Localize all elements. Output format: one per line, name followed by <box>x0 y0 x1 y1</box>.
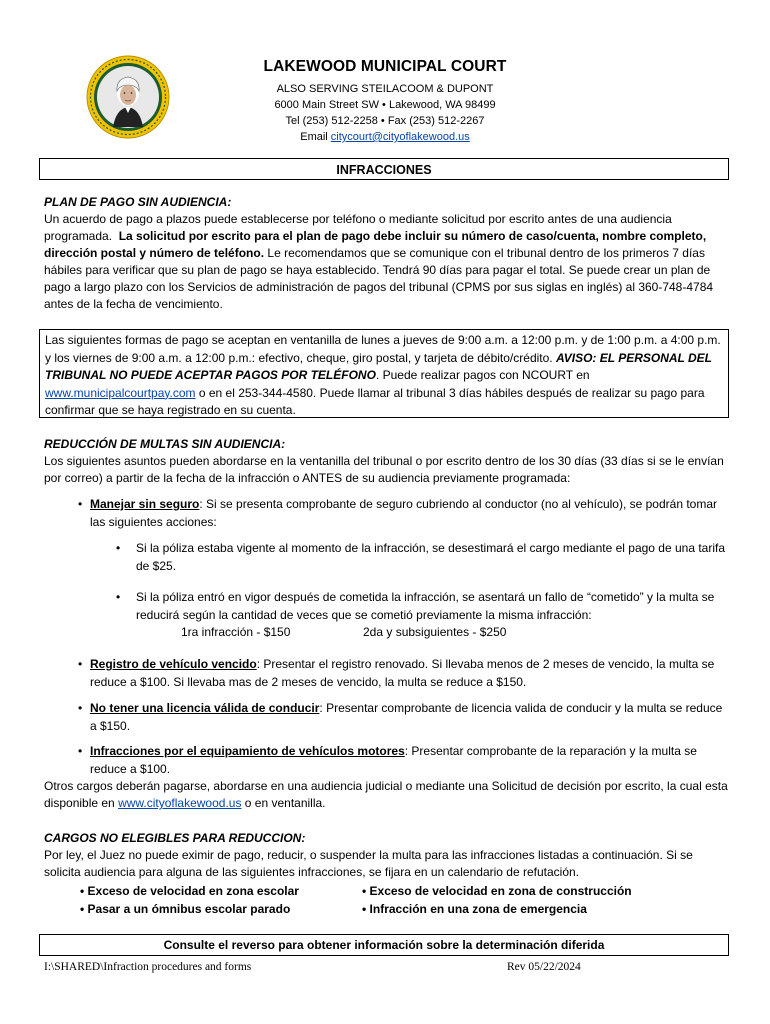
list-item-license <box>78 700 728 735</box>
license-text: : Presentar comprobante de licencia valida de conducir y la multa se reduce a $150. <box>90 701 723 733</box>
not-eligible-section <box>44 830 728 881</box>
not-eligible-item: • Pasar a un ómnibus escolar parado <box>80 902 291 916</box>
payment-methods-text: Las siguientes formas de pago se aceptan en ventanilla de lunes a jueves de 9:00 a.m. a 12:00 p.m. y de 1:00 p.m. a 4:00 p.m. y los viernes de 9:00 a.m. a 12:00 p.m.: efectivo, cheque, giro postal, y tarjeta de débito/crédito. <box>45 333 721 365</box>
payment-plan-bold: La solicitud por escrito para el plan de pago debe incluir su número de caso/cuenta, nombre completo, dirección postal y número de teléfono. <box>44 229 707 260</box>
washington-state-seal-icon <box>86 55 170 139</box>
policy-valid-text: Si la póliza estaba vigente al momento de la infracción, se desestimará el cargo mediante el pago de una tarifa de $25. <box>136 541 726 573</box>
not-eligible-heading: CARGOS NO ELEGIBLES PARA REDUCCION: <box>44 831 306 845</box>
bullet: • <box>78 701 83 715</box>
license-label: No tener una licencia válida de conducir <box>90 701 320 715</box>
ncourt-text: . Puede realizar pagos con NCOURT en <box>375 368 590 382</box>
other-charges-text2: o en ventanilla. <box>241 796 326 810</box>
payment-plan-text <box>44 211 728 313</box>
not-eligible-item: • Infracción en una zona de emergencia <box>362 902 587 916</box>
court-title: LAKEWOOD MUNICIPAL COURT <box>263 58 507 75</box>
bullet: • <box>116 541 121 555</box>
first-offense: 1ra infracción - $150 <box>181 625 291 639</box>
city-website-link[interactable]: www.cityoflakewood.us <box>118 796 242 810</box>
registration-label: Registro de vehículo vencido <box>90 657 257 671</box>
payment-plan-heading: PLAN DE PAGO SIN AUDIENCIA: <box>44 195 232 209</box>
insurance-label: Manejar sin seguro <box>90 497 200 511</box>
bullet: • <box>116 590 121 604</box>
court-address: 6000 Main Street SW • Lakewood, WA 98499 <box>274 99 496 111</box>
second-offense: 2da y subsiguientes - $250 <box>363 625 507 639</box>
payment-plan-text2: Le recomendamos que se comunique con el tribunal dentro de los primeros 7 días hábiles para verificar que su plan de pago se haya establecido. Tendrá 90 días para pagar el total. Se puede crear un plan de pago a largo plazo con los Servicios de administración de pagos del tribunal (CPMS por sus siglas en inglés) al 360-748-4784 antes de la fecha de vencimiento. <box>44 246 714 311</box>
section-title: INFRACCIONES <box>39 158 729 180</box>
equipment-text: : Presentar comprobante de la reparación y la multa se reduce a $100. <box>90 744 697 776</box>
email-label: Email <box>300 131 331 143</box>
payment-plan-section <box>44 194 728 313</box>
court-email-link[interactable]: citycourt@cityoflakewood.us <box>330 131 470 143</box>
other-charges-text: Otros cargos deberán pagarse, abordarse en una audiencia judicial o mediante una Solicitud de decisión por escrito, la cual esta disponible en <box>44 779 728 810</box>
revision-date: Rev 05/22/2024 <box>507 961 581 973</box>
bullet: • <box>78 657 83 671</box>
court-email-line <box>200 129 570 145</box>
bullet: • <box>78 497 83 511</box>
list-item-registration <box>78 656 728 691</box>
phone-payment-warning: AVISO: EL PERSONAL DEL TRIBUNAL NO PUEDE ACEPTAR PAGOS POR TELÉFONO <box>45 350 712 382</box>
sub-item-policy-after <box>116 589 728 624</box>
not-eligible-text: Por ley, el Juez no puede eximir de pago, reducir, o suspender la multa para las infracciones listadas a continuación. Si se solicita audiencia para alguna de las siguientes infracciones, se fijara en un calendario de refutación. <box>44 848 693 879</box>
deferred-finding-notice: Consulte el reverso para obtener información sobre la determinación diferida <box>39 934 729 956</box>
equipment-label: Infracciones por el equipamiento de vehículos motores <box>90 744 405 758</box>
registration-text: : Presentar el registro renovado. Si llevaba menos de 2 meses de vencido, la multa se reduce a $100. Si llevaba mas de 2 meses de vencido, la multa se reduce a $150. <box>90 657 715 689</box>
sub-item-policy-valid <box>116 540 728 575</box>
not-eligible-item: • Exceso de velocidad en zona escolar <box>80 884 299 898</box>
insurance-text: : Si se presenta comprobante de seguro cubriendo al conductor (no al vehículo), se podrán tomar las siguientes acciones: <box>90 497 718 529</box>
not-eligible-item: • Exceso de velocidad en zona de construcción <box>362 884 632 898</box>
also-serving: ALSO SERVING STEILACOOM & DUPONT <box>276 83 494 95</box>
list-item-insurance <box>78 496 728 531</box>
payment-confirm-text: o en el 253-344-4580. Puede llamar al tribunal 3 días hábiles después de realizar su pago para confirmar que se haya registrado en su cuenta. <box>45 385 705 417</box>
payment-methods-box <box>39 329 729 418</box>
bullet: • <box>78 744 83 758</box>
file-path: I:\SHARED\Infraction procedures and forms <box>44 961 252 973</box>
court-header <box>200 58 570 145</box>
payment-plan-text1: Un acuerdo de pago a plazos puede establecerse por teléfono o mediante solicitud por escrito antes de una audiencia programada. <box>44 212 672 243</box>
reduction-intro: Los siguientes asuntos pueden abordarse en la ventanilla del tribunal o por escrito dentro de los 30 días (33 días si se le envían por correo) a partir de la fecha de la infracción o ANTES de su audiencia previamente programada: <box>44 454 724 485</box>
reduction-heading: REDUCCIÓN DE MULTAS SIN AUDIENCIA: <box>44 437 286 451</box>
other-charges <box>44 778 728 812</box>
policy-after-text: Si la póliza entró en vigor después de cometida la infracción, se asentará un fallo de “cometido” y la multa se reducirá según la cantidad de veces que se cometió previamente la misma infracción: <box>136 590 715 622</box>
court-phone-fax: Tel (253) 512-2258 • Fax (253) 512-2267 <box>285 115 485 127</box>
reduction-section <box>44 436 728 487</box>
list-item-equipment <box>78 743 728 778</box>
municipal-court-pay-link[interactable]: www.municipalcourtpay.com <box>45 385 196 400</box>
